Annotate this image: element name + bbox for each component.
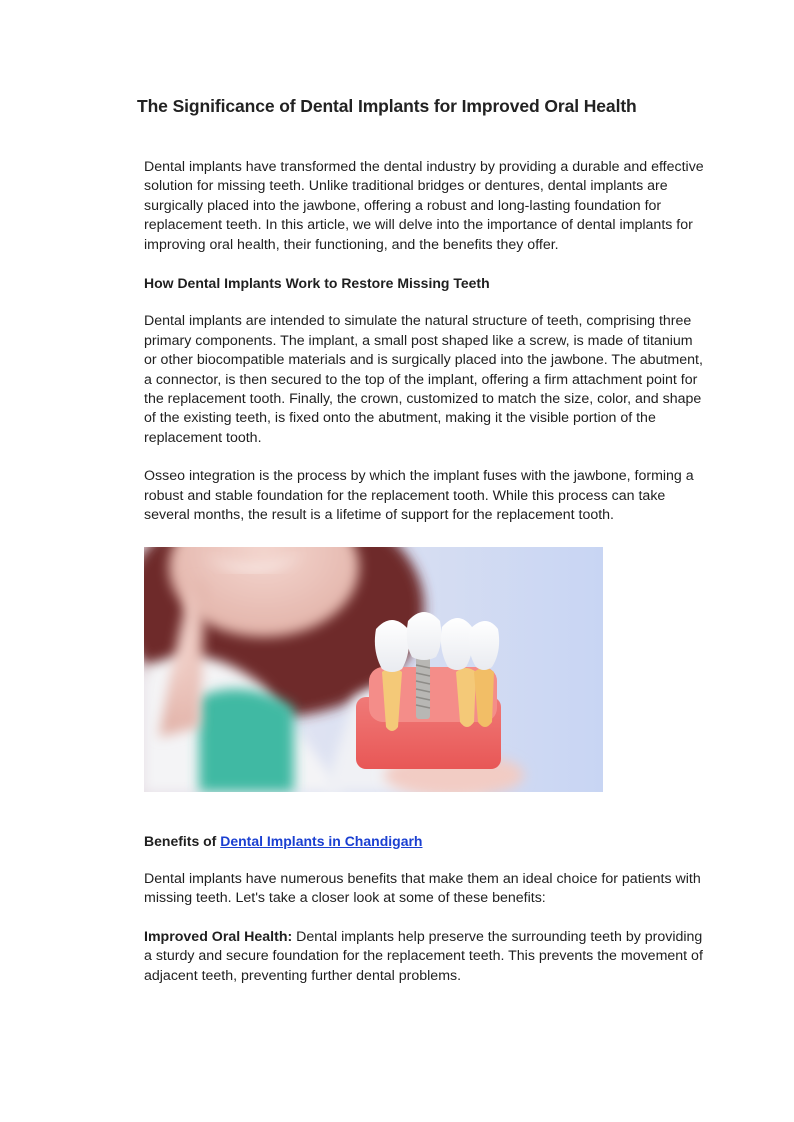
benefit-description: Dental implants help preserve the surrounding teeth by providing a sturdy and secure foundation for the replacement teeth. This prevents the movement of adjacent teeth, preventing further dental problems. — [144, 928, 703, 984]
benefits-intro-paragraph: Dental implants have numerous benefits that make them an ideal choice for patients with missing teeth. Let's take a closer look at some of these benefits: — [144, 870, 701, 907]
article-body — [144, 158, 706, 986]
benefits-heading — [144, 832, 706, 851]
how-it-works-paragraph-2: Osseo integration is the process by which the implant fuses with the jawbone, forming a robust and stable foundation for the replacement tooth. While this process can take several months, the result is a lifetime of support for the replacement tooth. — [144, 468, 694, 524]
page-title: The Significance of Dental Implants for Improved Oral Health — [137, 96, 637, 116]
benefit-lead-label: Improved Oral Health: — [144, 928, 293, 945]
benefits-heading-prefix: Benefits of — [144, 832, 221, 849]
benefit-improved-oral-health — [144, 928, 706, 986]
intro-paragraph: Dental implants have transformed the dental industry by providing a durable and effective solution for missing teeth. Unlike traditional bridges or dentures, dental implants are surgically placed into the jawbone, offering a robust and long-lasting foundation for replacement teeth. In this article, we will delve into the importance of dental implants for improving oral health, their functioning, and the benefits they offer. — [144, 159, 704, 253]
how-it-works-heading: How Dental Implants Work to Restore Missing Teeth — [144, 275, 490, 292]
dental-implants-chandigarh-link[interactable]: Dental Implants in Chandigarh — [220, 832, 423, 849]
how-it-works-paragraph-1: Dental implants are intended to simulate the natural structure of teeth, comprising three primary components. The implant, a small post shaped like a screw, is made of titanium or other biocompatible materials and is surgically placed into the jawbone. The abutment, a connector, is then secured to the top of the implant, offering a firm attachment point for the replacement tooth. Finally, the crown, customized to match the size, color, and shape of the existing teeth, is fixed onto the abutment, making it the visible portion of the replacement tooth. — [144, 313, 703, 446]
dental-implant-photo — [144, 547, 603, 792]
